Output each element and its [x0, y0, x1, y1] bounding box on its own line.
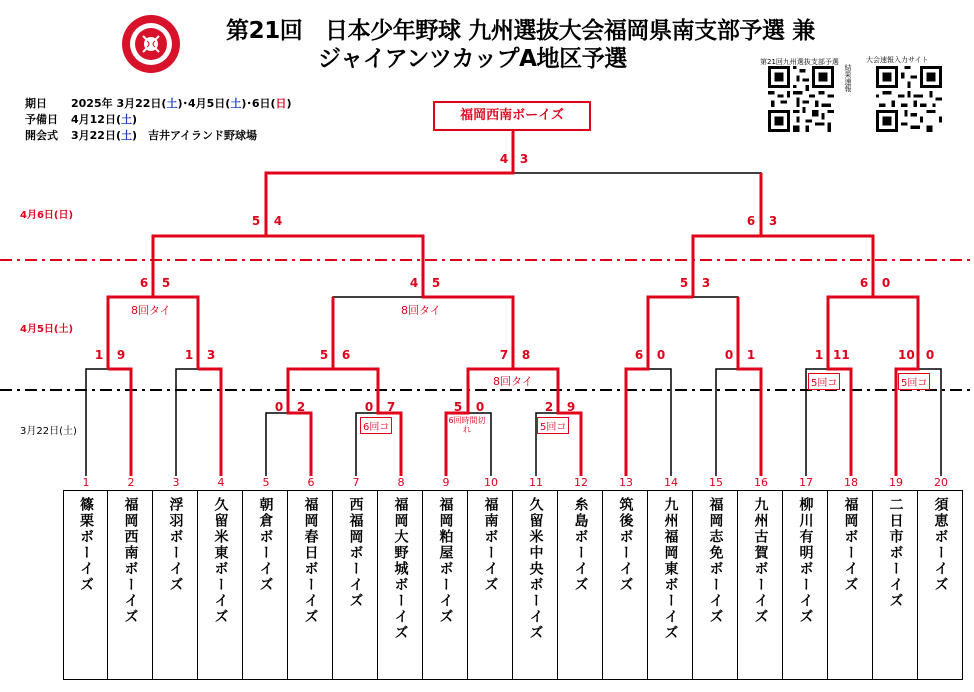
qr-left-side-caption: 結果速報: [844, 64, 852, 92]
score-r2-3-a: 5: [319, 348, 329, 362]
reserve-label: 予備日: [25, 113, 58, 126]
team-number: 12: [574, 476, 588, 489]
team-name: 須恵ボーイズ: [918, 490, 963, 680]
score-semi-right-b: 3: [768, 214, 778, 228]
champion-box: 福岡西南ボーイズ: [433, 101, 591, 131]
team-number: 4: [217, 476, 225, 489]
team-number: 19: [889, 476, 903, 489]
team-number: 6: [307, 476, 315, 489]
score-r2-1-a: 1: [94, 348, 104, 362]
score-r1-5-b: 2: [296, 400, 306, 414]
team-name: 福岡ボーイズ: [828, 490, 873, 680]
score-qf4-a: 6: [859, 276, 869, 290]
schedule-info: 期日 2025年 3月22日(土)･4月5日(土)･6日(日): [25, 97, 292, 110]
score-r2-6-a: 0: [724, 348, 734, 362]
score-r2-4-b: 8: [521, 348, 531, 362]
team-name: 久留米東ボーイズ: [198, 490, 243, 680]
note-r2-4: 8回タイ: [493, 375, 533, 388]
note-r1-11-12: 5回コ: [537, 417, 569, 434]
score-r1-7-a: 0: [364, 400, 374, 414]
team-name: 久留米中央ボーイズ: [513, 490, 558, 680]
team-name: 福岡粕屋ボーイズ: [423, 490, 468, 680]
team-number: 14: [664, 476, 678, 489]
score-r1-5-a: 0: [274, 400, 284, 414]
score-r2-3-b: 6: [341, 348, 351, 362]
score-r2-5-b: 0: [656, 348, 666, 362]
team-name: 福岡春日ボーイズ: [288, 490, 333, 680]
team-name: 篠栗ボーイズ: [63, 490, 108, 680]
note-r1-7-8: 6回コ: [360, 417, 392, 434]
team-name: 福岡志免ボーイズ: [693, 490, 738, 680]
note-qf1: 8回タイ: [131, 304, 171, 317]
date-round2: 4月5日(土): [20, 324, 74, 335]
team-number: 9: [442, 476, 450, 489]
note-r2-8: 5回コ: [898, 373, 930, 390]
score-r2-6-b: 1: [746, 348, 756, 362]
team-list: [63, 490, 963, 680]
opening-info: 開会式 3月22日(土) 吉井アイランド野球場: [25, 129, 258, 142]
score-qf3-b: 3: [701, 276, 711, 290]
score-semi-left-b: 4: [273, 214, 283, 228]
team-number: 7: [352, 476, 360, 489]
score-qf1-b: 5: [161, 276, 171, 290]
team-number: 1: [82, 476, 90, 489]
score-r2-2-a: 1: [184, 348, 194, 362]
team-number: 15: [709, 476, 723, 489]
opening-label: 開会式: [25, 129, 58, 142]
note-qf2: 8回タイ: [401, 304, 441, 317]
team-number: 18: [844, 476, 858, 489]
note-r1-9-10: 6回時間切れ: [448, 416, 486, 434]
team-name: 福岡大野城ボーイズ: [378, 490, 423, 680]
team-number: 13: [619, 476, 633, 489]
team-number: 11: [529, 476, 543, 489]
score-r1-7-b: 7: [386, 400, 396, 414]
team-number: 17: [799, 476, 813, 489]
score-semi-right-a: 6: [746, 214, 756, 228]
score-r2-2-b: 3: [206, 348, 216, 362]
team-number: 20: [934, 476, 948, 489]
score-r1-11-a: 2: [544, 400, 554, 414]
title-line-1: 第21回 日本少年野球 九州選抜大会福岡県南支部予選 兼: [226, 18, 815, 44]
score-r1-11-b: 9: [566, 400, 576, 414]
reserve-info: 予備日 4月12日(土): [25, 113, 138, 126]
team-number: 8: [397, 476, 405, 489]
score-r2-7-a: 1: [814, 348, 824, 362]
schedule-label: 期日: [25, 97, 47, 110]
score-r2-8-b: 0: [925, 348, 935, 362]
date-round1: 3月22日(土): [20, 426, 77, 437]
team-name: 福岡西南ボーイズ: [108, 490, 153, 680]
team-name: 糸島ボーイズ: [558, 490, 603, 680]
score-r2-4-a: 7: [499, 348, 509, 362]
score-qf2-a: 4: [409, 276, 419, 290]
title-line-2: ジャイアンツカップA地区予選: [318, 46, 627, 72]
score-qf1-a: 6: [139, 276, 149, 290]
team-number: 10: [484, 476, 498, 489]
score-qf4-b: 0: [881, 276, 891, 290]
team-name: 九州福岡東ボーイズ: [648, 490, 693, 680]
score-qf2-b: 5: [431, 276, 441, 290]
team-name: 朝倉ボーイズ: [243, 490, 288, 680]
qr-right-caption: 大会速報入力サイト: [866, 56, 929, 64]
note-r2-7: 5回コ: [808, 373, 840, 390]
team-name: 九州古賀ボーイズ: [738, 490, 783, 680]
team-number: 16: [754, 476, 768, 489]
team-name: 二日市ボーイズ: [873, 490, 918, 680]
team-name: 浮羽ボーイズ: [153, 490, 198, 680]
team-name: 柳川有明ボーイズ: [783, 490, 828, 680]
qr-left-caption: 第21回九州選抜支部予選: [760, 58, 839, 66]
score-semi-left-a: 5: [251, 214, 261, 228]
score-r2-5-a: 6: [634, 348, 644, 362]
team-name: 福南ボーイズ: [468, 490, 513, 680]
score-r2-8-a: 10: [898, 348, 915, 362]
score-final-left: 4: [499, 152, 509, 166]
score-qf3-a: 5: [679, 276, 689, 290]
team-name: 西福岡ボーイズ: [333, 490, 378, 680]
team-number: 5: [262, 476, 270, 489]
score-r1-9-b: 0: [475, 400, 485, 414]
score-r2-7-b: 11: [833, 348, 850, 362]
team-number: 2: [127, 476, 135, 489]
team-number: 3: [172, 476, 180, 489]
score-r1-9-a: 5: [453, 400, 463, 414]
score-r2-1-b: 9: [116, 348, 126, 362]
team-name: 筑後ボーイズ: [603, 490, 648, 680]
score-final-right: 3: [519, 152, 529, 166]
date-final: 4月6日(日): [20, 210, 74, 221]
